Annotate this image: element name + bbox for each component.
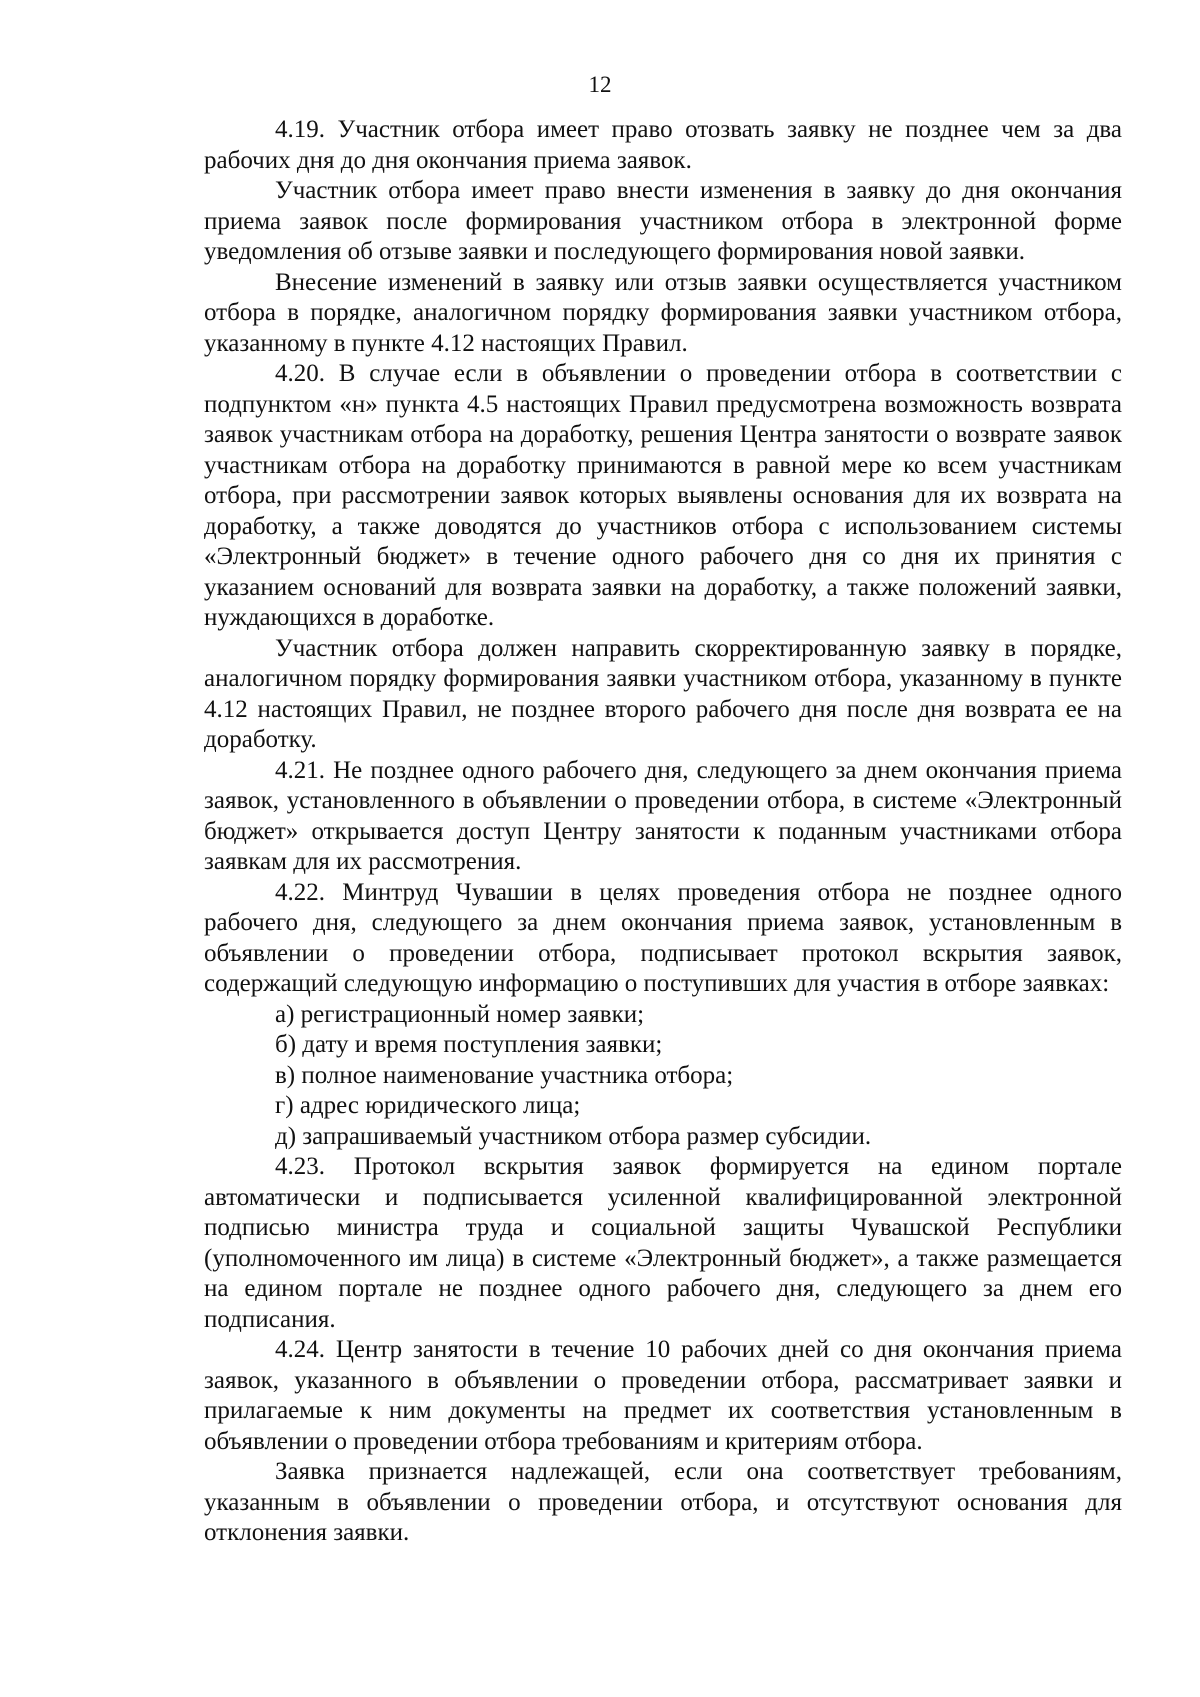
paragraph-4-21: 4.21. Не позднее одного рабочего дня, следующего за днем окончания приема заявок, установленного в объявлении о проведении отбора, в системе «Электронный бюджет» открывается доступ Центру занятости к поданным участниками отбора заявкам для их рассмотрения. xyxy=(204,756,1122,875)
list-item-b: б) дату и время поступления заявки; xyxy=(275,1031,663,1058)
list-item-a: а) регистрационный номер заявки; xyxy=(275,1000,645,1028)
paragraph-corrected-application: Участник отбора должен направить скорректированную заявку в порядке, аналогичном порядку формирования заявки участником отбора, указанному в пункте 4.12 настоящих Правил, не позднее второго рабочего дня после дня возврата ее на доработку. xyxy=(204,634,1122,753)
paragraph-4-22: 4.22. Минтруд Чувашии в целях проведения отбора не позднее одного рабочего дня, следующего за днем окончания приема заявок, установленным в объявлении о проведении отбора, подписывает протокол вскрытия заявок, содержащий следующую информацию о поступивших для участия в отборе заявках: xyxy=(204,878,1122,997)
list-item-g: г) адрес юридического лица; xyxy=(275,1092,581,1119)
page-number: 12 xyxy=(588,72,612,97)
paragraph-4-19: 4.19. Участник отбора имеет право отозвать заявку не позднее чем за два рабочих дня до дня окончания приема заявок. xyxy=(204,116,1122,174)
list-item-v: в) полное наименование участника отбора; xyxy=(275,1061,734,1089)
document-body xyxy=(204,115,1122,1549)
paragraph-4-24: 4.24. Центр занятости в течение 10 рабочих дней со дня окончания приема заявок, указанного в объявлении о проведении отбора, рассматривает заявки и прилагаемые к ним документы на предмет их соответствия установленным в объявлении о проведении отбора требованиям и критериям отбора. xyxy=(204,1336,1122,1455)
paragraph-4-20: 4.20. В случае если в объявлении о проведении отбора в соответствии с подпунктом «н» пункта 4.5 настоящих Правил предусмотрена возможность возврата заявок участникам отбора на доработку, решения Центра занятости о возврате заявок участникам отбора на доработку принимаются в равной мере ко всем участникам отбора, при рассмотрении заявок которых выявлены основания для их возврата на доработку, а также доводятся до участников отбора с использованием системы «Электронный бюджет» в течение одного рабочего дня со дня их принятия с указанием оснований для возврата заявки на доработку, а также положений заявки, нуждающихся в доработке. xyxy=(204,360,1122,631)
list-item-d: д) запрашиваемый участником отбора размер субсидии. xyxy=(275,1122,872,1150)
paragraph-change-application: Участник отбора имеет право внести изменения в заявку до дня окончания приема заявок после формирования участником отбора в электронной форме уведомления об отзыве заявки и последующего формирования новой заявки. xyxy=(204,177,1122,265)
paragraph-4-23: 4.23. Протокол вскрытия заявок формируется на едином портале автоматически и подписывается усиленной квалифицированной электронной подписью министра труда и социальной защиты Чувашской Республики (уполномоченного им лица) в системе «Электронный бюджет», а также размещается на едином портале не позднее одного рабочего дня, следующего за днем его подписания. xyxy=(204,1153,1122,1333)
paragraph-change-procedure: Внесение изменений в заявку или отзыв заявки осуществляется участником отбора в порядке, аналогичном порядку формирования заявки участником отбора, указанному в пункте 4.12 настоящих Правил. xyxy=(204,268,1122,357)
paragraph-proper-application: Заявка признается надлежащей, если она соответствует требованиям, указанным в объявлении о проведении отбора, и отсутствуют основания для отклонения заявки. xyxy=(204,1458,1122,1546)
